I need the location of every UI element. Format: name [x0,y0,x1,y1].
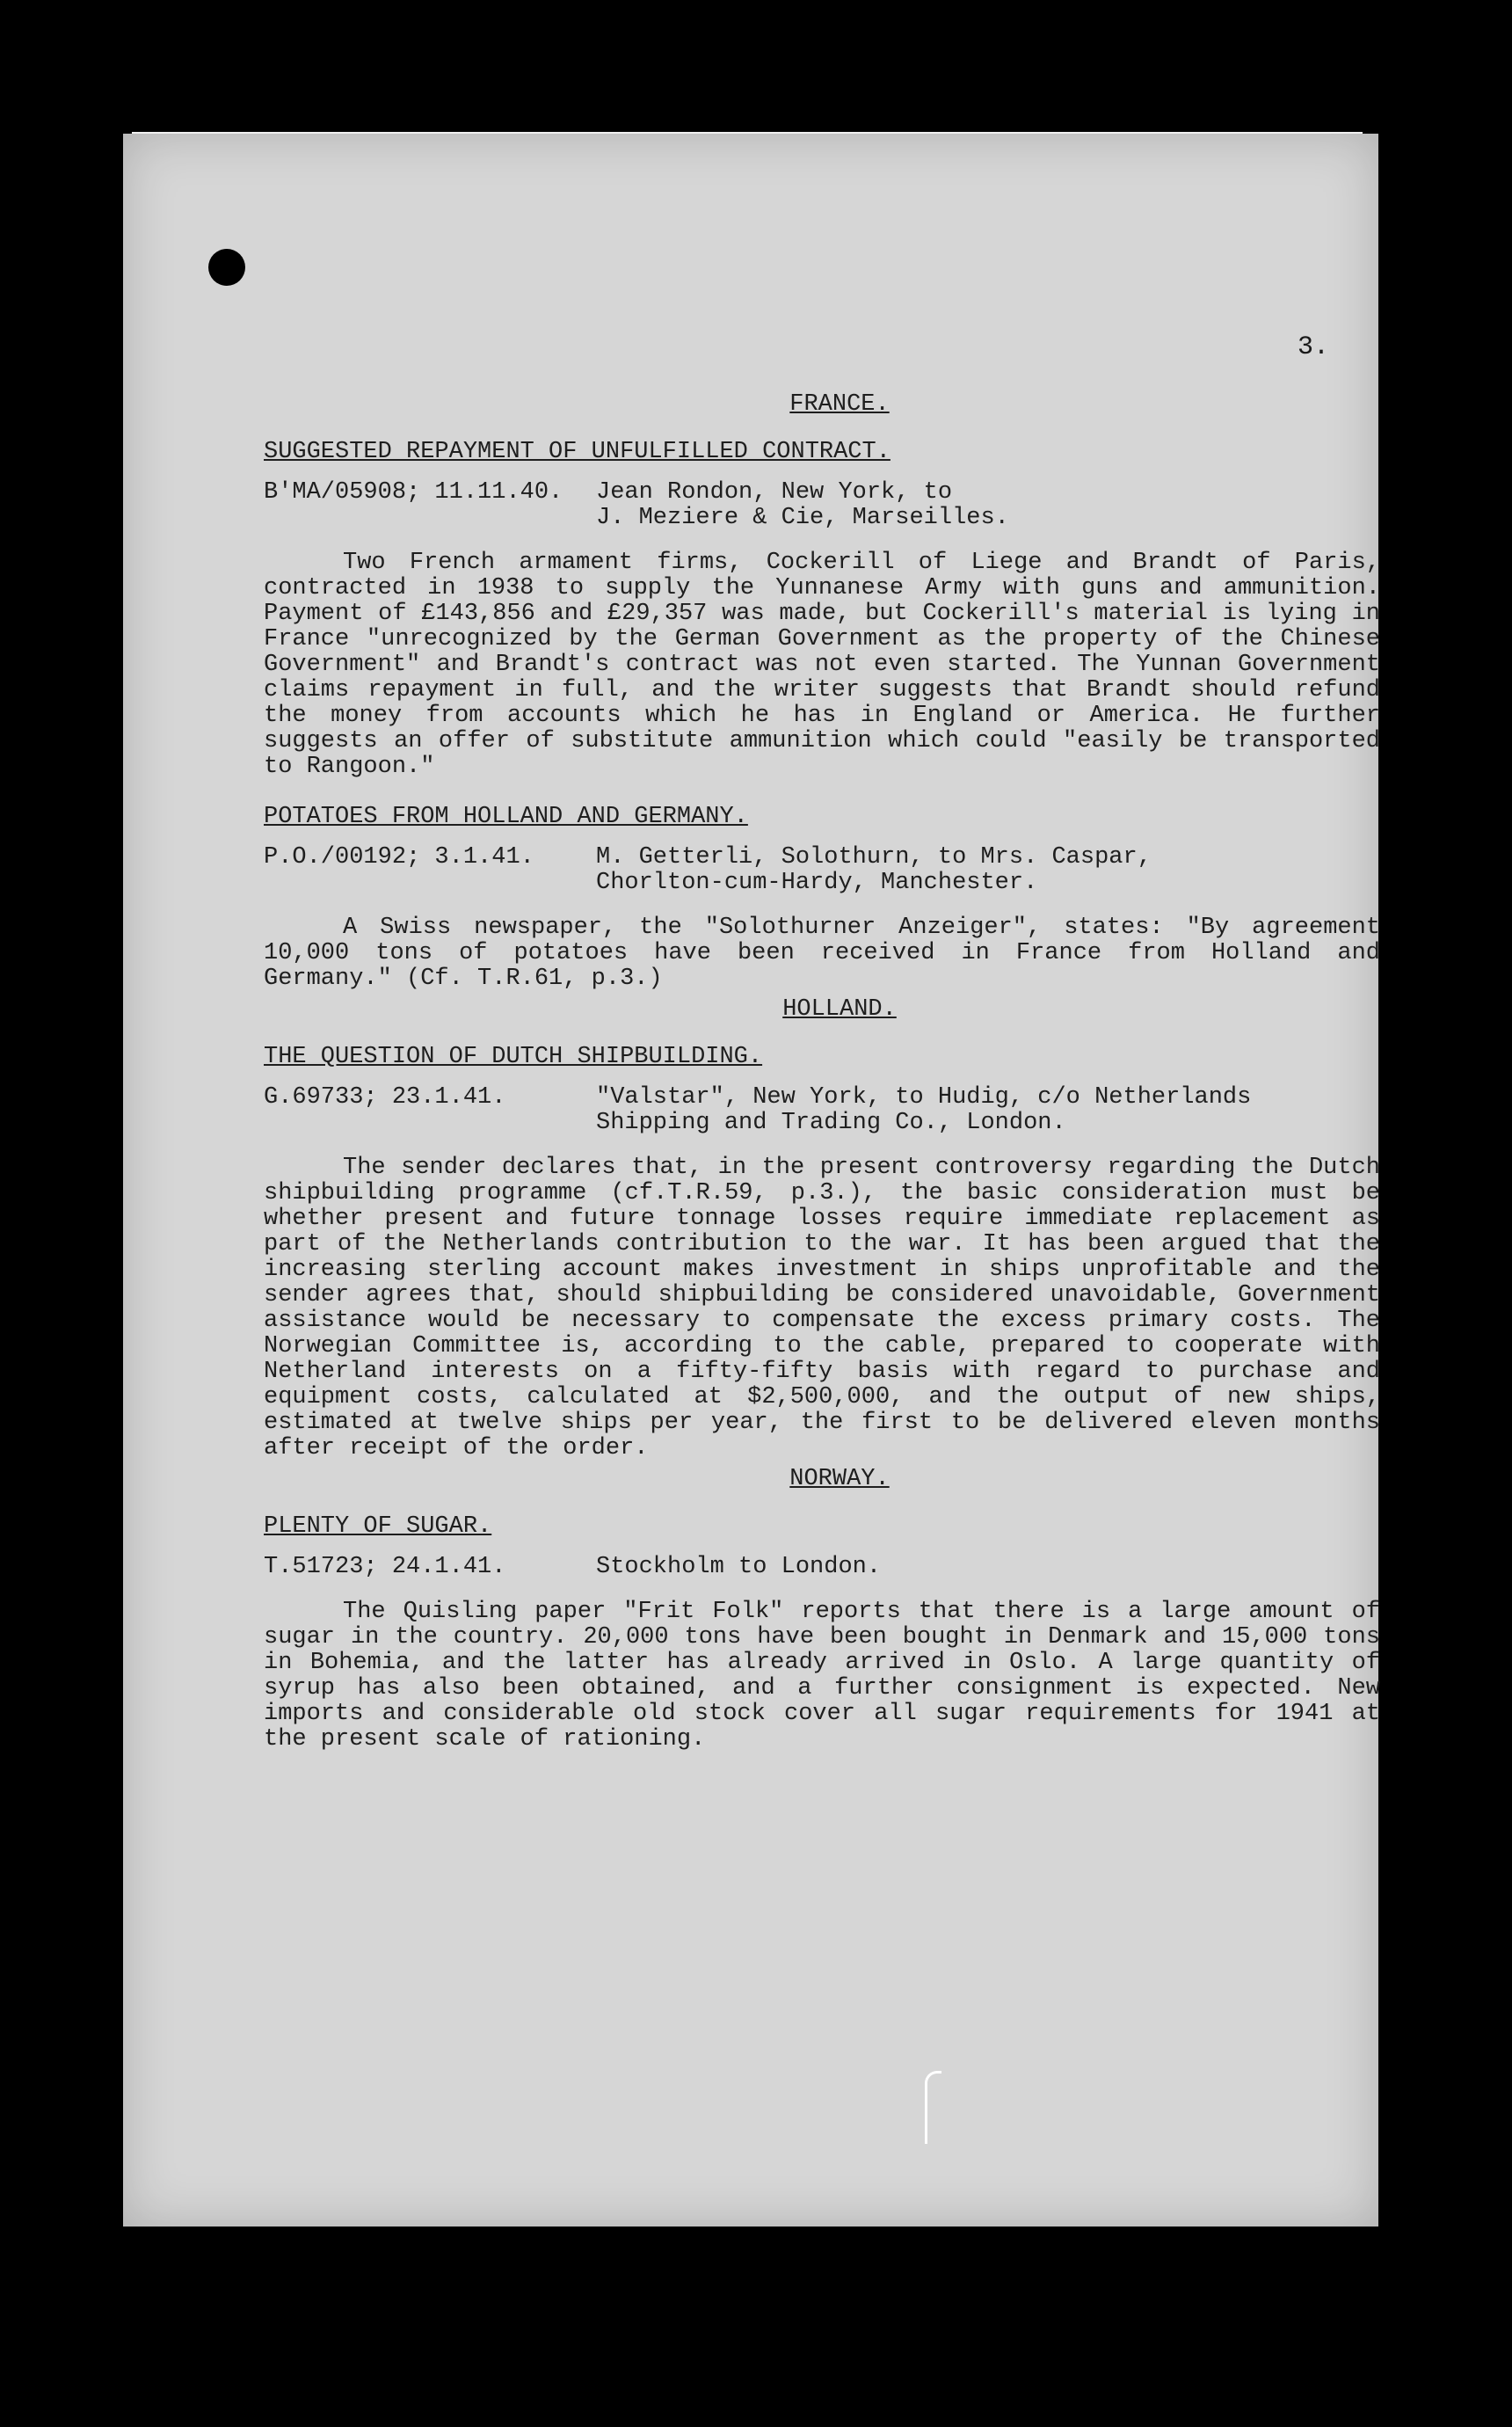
reference-code: P.O./00192; 3.1.41. [264,844,534,871]
reference-line [264,1085,1380,1136]
reference-line [264,1555,1380,1580]
topic-heading: POTATOES FROM HOLLAND AND GERMANY. [264,804,748,830]
country-heading-norway: NORWAY. [789,1466,890,1492]
body-paragraph: A Swiss newspaper, the "Solothurner Anzeiger", states: "By agreement 10,000 tons of potatoes have been received in France from Holland and Germany." (Cf. T.R.61, p.3.) [264,915,1380,992]
reference-code: B'MA/05908; 11.11.40. [264,479,563,506]
topic-heading: PLENTY OF SUGAR. [264,1513,492,1540]
route-line: Stockholm to London. [596,1554,882,1580]
country-heading-france: FRANCE. [789,391,890,418]
pen-mark [925,2071,941,2144]
reference-code: G.69733; 23.1.41. [264,1084,506,1111]
route-line: Jean Rondon, New York, to [596,479,953,506]
reference-route [596,845,1380,896]
topic-heading: SUGGESTED REPAYMENT OF UNFULFILLED CONTRACT. [264,439,890,465]
country-heading-holland: HOLLAND. [782,996,897,1023]
body-paragraph: The sender declares that, in the present controversy regarding the Dutch shipbuilding programme (cf.T.R.59, p.3.), the basic consideration must be whether present and future tonnage losses require immediate replacement as part of the Netherlands contribution to the war. It has been argued that the increasing sterling account makes investment in ships unprofitable and the sender agrees that, should shipbuilding be considered unavoidable, Government assistance would be necessary to compensate the excess primary costs. The Norwegian Committee is, according to the cable, prepared to cooperate with Netherland interests on a fifty-fifty basis with regard to purchase and equipment costs, calculated at $2,500,000, and the output of new ships, estimated at twelve ships per year, the first to be delivered eleven months after receipt of the order. [264,1155,1380,1461]
page-number: 3. [1298,332,1330,362]
reference-line [264,480,1380,531]
route-line: "Valstar", New York, to Hudig, c/o Netherlands [596,1084,1252,1111]
body-paragraph: Two French armament firms, Cockerill of Liege and Brandt of Paris, contracted in 1938 to supply the Yunnanese Army with guns and ammunition. Payment of £143,856 and £29,357 was made, but Cockerill's material is lying in France "unrecognized by the German Government as the property of the Chinese Government" and Brandt's contract was not even started. The Yunnan Government claims repayment in full, and the writer suggests that Brandt should refund the money from accounts which he has in England or America. He further suggests an offer of substitute ammunition which could "easily be transported to Rangoon." [264,550,1380,780]
reference-route [596,1555,1380,1580]
reference-line [264,845,1380,896]
reference-code: T.51723; 24.1.41. [264,1554,506,1580]
reference-route [596,480,1380,531]
document-body [264,387,1380,1753]
body-paragraph: The Quisling paper "Frit Folk" reports that there is a large amount of sugar in the country. 20,000 tons have been bought in Denmark and 15,000 tons in Bohemia, and the latter has already arrived in Oslo. A large quantity of syrup has also been obtained, and a further consignment is expected. New imports and considerable old stock cover all sugar requirements for 1941 at the present scale of rationing. [264,1599,1380,1753]
reference-route [596,1085,1380,1136]
punch-hole [208,249,245,286]
route-line: J. Meziere & Cie, Marseilles. [596,505,1009,531]
route-line: Chorlton-cum-Hardy, Manchester. [596,870,1038,896]
route-line: Shipping and Trading Co., London. [596,1110,1066,1136]
topic-heading: THE QUESTION OF DUTCH SHIPBUILDING. [264,1044,763,1070]
route-line: M. Getterli, Solothurn, to Mrs. Caspar, [596,844,1152,871]
